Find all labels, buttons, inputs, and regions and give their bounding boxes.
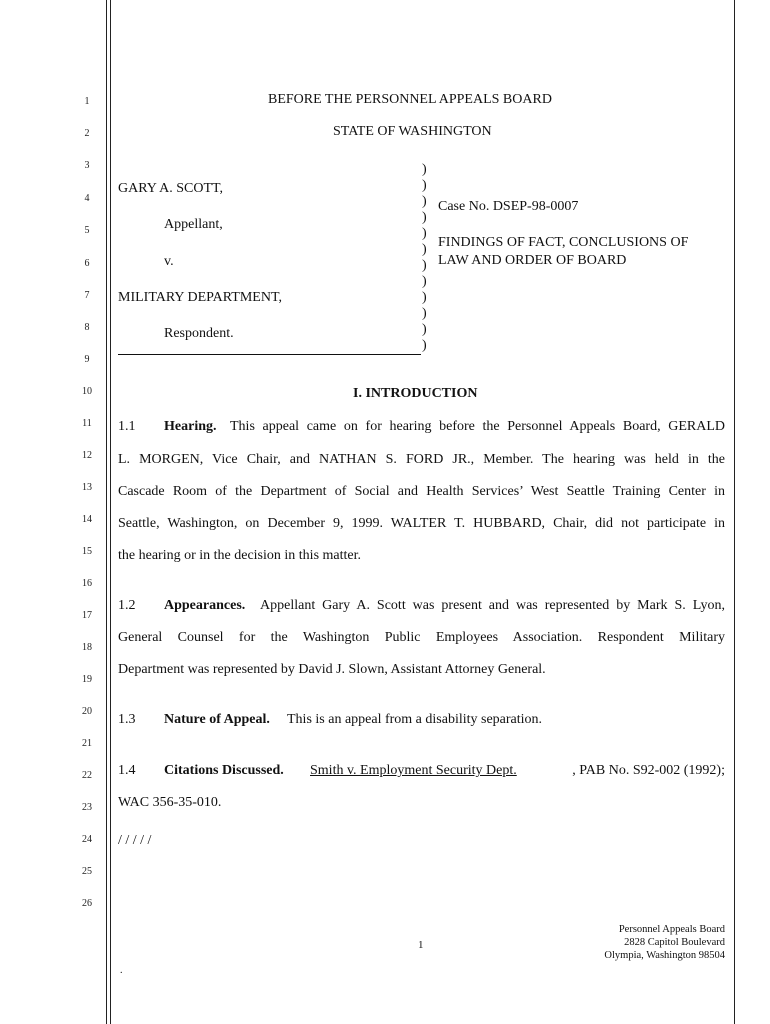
- line-number: 2: [84, 128, 90, 139]
- line-number: 4: [84, 193, 90, 204]
- caption-paren: ): [422, 210, 427, 225]
- line-number: 14: [82, 514, 92, 525]
- para-1-4-line-2: WAC 356-35-010.: [118, 795, 222, 810]
- para-1-3-line-1: This is an appeal from a disability separation.: [287, 712, 543, 727]
- document-title-line-1: FINDINGS OF FACT, CONCLUSIONS OF: [438, 235, 689, 250]
- para-1-2-line-2: General Counsel for the Washington Public Employees Association. Respondent Military: [118, 630, 725, 645]
- line-number: 26: [82, 898, 92, 909]
- caption-paren: ): [422, 178, 427, 193]
- para-1-1-line-2: L. MORGEN, Vice Chair, and NATHAN S. FORD JR., Member. The hearing was held in the: [118, 452, 725, 467]
- left-margin-rule-inner: [110, 0, 111, 1024]
- para-1-1-label: Hearing.: [164, 419, 217, 434]
- para-1-1-line-3: Cascade Room of the Department of Social and Health Services’ West Seattle Training Center in: [118, 484, 725, 499]
- footer-dot: .: [120, 965, 123, 976]
- line-number: 10: [82, 386, 92, 397]
- para-1-1-line-5: the hearing or in the decision in this matter.: [118, 548, 361, 563]
- para-1-3-number: 1.3: [118, 712, 136, 727]
- line-number: 18: [82, 642, 92, 653]
- line-number: 20: [82, 706, 92, 717]
- footer-address-line-1: Personnel Appeals Board: [618, 924, 725, 935]
- para-1-2-line-3: Department was represented by David J. Slown, Assistant Attorney General.: [118, 662, 546, 677]
- caption-underline: [118, 354, 421, 355]
- line-number: 25: [82, 866, 92, 877]
- para-1-4-case-citation: Smith v. Employment Security Dept.: [310, 763, 517, 778]
- appellant-role: Appellant,: [164, 217, 223, 232]
- caption-paren: ): [422, 322, 427, 337]
- right-margin-rule: [734, 0, 735, 1024]
- line-number: 15: [82, 546, 92, 557]
- appellant-name: GARY A. SCOTT,: [118, 181, 224, 196]
- footer-address-line-3: Olympia, Washington 98504: [604, 950, 725, 961]
- footer-address-line-2: 2828 Capitol Boulevard: [624, 937, 725, 948]
- document-title-line-2: LAW AND ORDER OF BOARD: [438, 253, 627, 268]
- state-heading: STATE OF WASHINGTON: [333, 124, 492, 139]
- caption-paren: ): [422, 306, 427, 321]
- line-number: 5: [84, 225, 90, 236]
- line-number: 1: [84, 96, 90, 107]
- section-heading-introduction: I. INTRODUCTION: [353, 386, 478, 401]
- para-1-3-label: Nature of Appeal.: [164, 712, 270, 727]
- para-1-2-line-1: Appellant Gary A. Scott was present and was represented by Mark S. Lyon,: [260, 598, 725, 613]
- line-number: 17: [82, 610, 92, 621]
- caption-paren: ): [422, 338, 427, 353]
- line-number: 24: [82, 834, 92, 845]
- line-number: 13: [82, 482, 92, 493]
- footer-address: [604, 923, 725, 962]
- line-number: 16: [82, 578, 92, 589]
- line-number: 3: [84, 160, 90, 171]
- caption-paren: ): [422, 290, 427, 305]
- line-number: 9: [84, 354, 90, 365]
- respondent-name: MILITARY DEPARTMENT,: [118, 290, 282, 305]
- para-1-4-citation-rest: , PAB No. S92-002 (1992);: [572, 763, 725, 778]
- line-number: 22: [82, 770, 92, 781]
- para-1-2-label: Appearances.: [164, 598, 246, 613]
- line-number: 21: [82, 738, 92, 749]
- para-1-2-number: 1.2: [118, 598, 136, 613]
- line-number: 7: [84, 290, 90, 301]
- page-number: 1: [418, 939, 424, 951]
- line-number: 19: [82, 674, 92, 685]
- line-number: 6: [84, 258, 90, 269]
- caption-paren: ): [422, 274, 427, 289]
- para-1-1-line-4: Seattle, Washington, on December 9, 1999. WALTER T. HUBBARD, Chair, did not participate in: [118, 516, 725, 531]
- respondent-role: Respondent.: [164, 326, 234, 341]
- para-1-4-number: 1.4: [118, 763, 136, 778]
- caption-paren: ): [422, 162, 427, 177]
- para-1-1-number: 1.1: [118, 419, 136, 434]
- caption-paren: ): [422, 242, 427, 257]
- line-number: 23: [82, 802, 92, 813]
- versus: v.: [164, 254, 174, 269]
- caption-paren: ): [422, 194, 427, 209]
- board-heading: BEFORE THE PERSONNEL APPEALS BOARD: [268, 92, 552, 107]
- caption-paren: ): [422, 258, 427, 273]
- left-margin-rule-outer: [106, 0, 107, 1024]
- caption-paren: ): [422, 226, 427, 241]
- para-1-1-line-1: This appeal came on for hearing before the Personnel Appeals Board, GERALD: [230, 419, 725, 434]
- line-number: 11: [82, 418, 92, 429]
- para-1-4-label: Citations Discussed.: [164, 763, 284, 778]
- continuation-slashes: / / / / /: [118, 833, 152, 848]
- line-number: 12: [82, 450, 92, 461]
- case-number: Case No. DSEP-98-0007: [438, 199, 579, 214]
- line-number: 8: [84, 322, 90, 333]
